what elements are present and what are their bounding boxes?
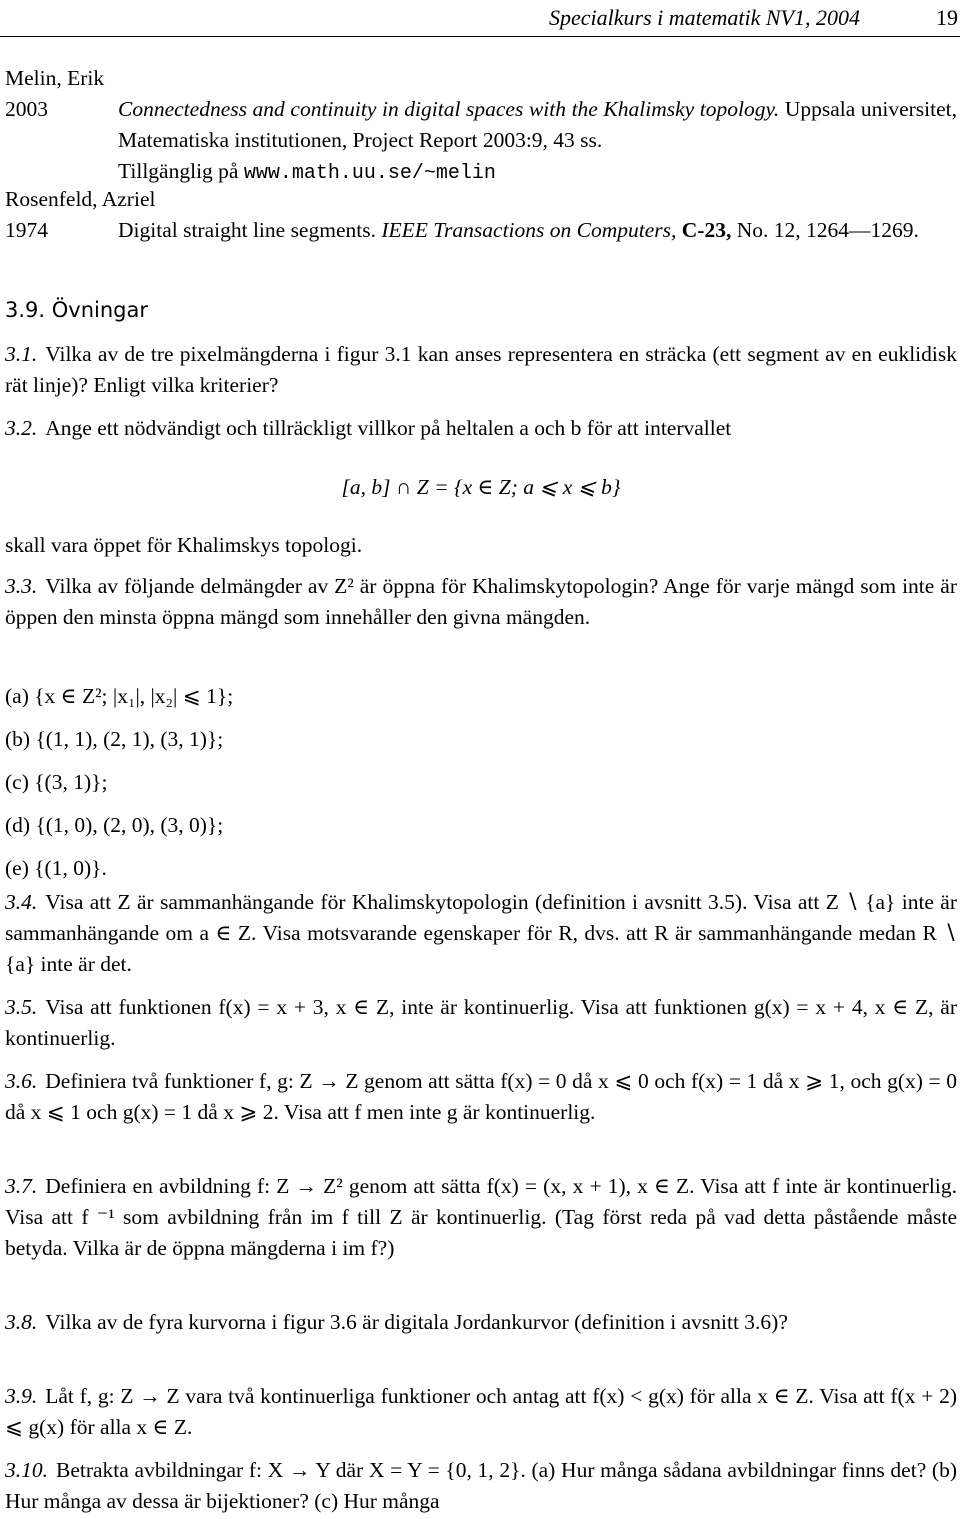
exercise-3-9 <box>5 1381 957 1443</box>
reference-journal: IEEE Transactions on Computers, <box>381 218 677 242</box>
reference-details: Uppsala universitet, Matematiska institutionen, Project Report 2003:9, 43 ss. <box>118 97 957 152</box>
list-item: (c) {(3, 1)}; <box>5 770 108 794</box>
reference-title: Digital straight line segments. <box>118 218 376 242</box>
exercise-3-2-after: skall vara öppet för Khalimskys topologi. <box>5 533 363 557</box>
exercise-text: Visa att Z är sammanhängande för Khalimskytopologin (definition i avsnitt 3.5). Visa att Z ∖ {a} inte är sammanhängande om a ∈ Z. Visa motsvarande egenskaper för R, dvs. att R är sammanhängande medan R ∖ {a} inte är det. <box>5 890 957 976</box>
exercise-number: 3.8. <box>5 1310 38 1334</box>
exercise-number: 3.7. <box>5 1174 38 1198</box>
exercise-text: Vilka av de fyra kurvorna i figur 3.6 är digitala Jordankurvor (definition i avsnitt 3.6)? <box>45 1310 788 1334</box>
exercise-text: Betrakta avbildningar f: X → Y där X = Y = {0, 1, 2}. (a) Hur många sådana avbildningar finns det? (b) Hur många av dessa är bijektioner? (c) Hur många <box>5 1458 957 1513</box>
exercise-text: Låt f, g: Z → Z vara två kontinuerliga funktioner och antag att f(x) < g(x) för alla x ∈ Z. Visa att f(x + 2) ⩽ g(x) för alla x ∈ Z. <box>5 1384 957 1439</box>
exercise-number: 3.4. <box>5 890 38 914</box>
reference-year: 1974 <box>5 218 48 242</box>
exercise-text: Definiera två funktioner f, g: Z → Z genom att sätta f(x) = 0 då x ⩽ 0 och f(x) = 1 då x ⩾ 1, och g(x) = 0 då x ⩽ 1 och g(x) = 1 då x ⩾ 2. Visa att f men inte g är kontinuerlig. <box>5 1069 957 1124</box>
exercise-3-3 <box>5 571 957 633</box>
exercise-3-6 <box>5 1066 957 1128</box>
reference-avail-prefix: Tillgänglig på <box>118 159 239 183</box>
exercise-3-3-items <box>5 675 957 890</box>
reference-title: Connectedness and continuity in digital spaces with the Khalimsky topology. <box>118 97 780 121</box>
exercise-number: 3.5. <box>5 995 38 1019</box>
display-formula: [a, b] ∩ Z = {x ∈ Z; a ⩽ x ⩽ b} <box>341 475 621 499</box>
list-item: (d) {(1, 0), (2, 0), (3, 0)}; <box>5 813 224 837</box>
reference-melin <box>5 63 957 189</box>
reference-rosenfeld <box>5 184 957 246</box>
reference-year: 2003 <box>5 97 48 121</box>
exercise-text: Vilka av de tre pixelmängderna i figur 3.1 kan anses representera en sträcka (ett segment av en euklidisk rät linje)? Enligt vilka kriterier? <box>5 342 957 397</box>
exercise-number: 3.1. <box>5 342 38 366</box>
exercise-3-1 <box>5 339 957 401</box>
exercise-number: 3.2. <box>5 416 38 440</box>
exercise-text: Visa att funktionen f(x) = x + 3, x ∈ Z, inte är kontinuerlig. Visa att funktionen g(x) = x + 4, x ∈ Z, är kontinuerlig. <box>5 995 957 1050</box>
page-number: 19 <box>936 5 958 30</box>
exercise-number: 3.10. <box>5 1458 48 1482</box>
section-heading: 3.9. Övningar <box>5 298 148 322</box>
exercise-3-10 <box>5 1455 957 1517</box>
running-title: Specialkurs i matematik NV1, 2004 <box>548 5 860 30</box>
list-item: (e) {(1, 0)}. <box>5 856 107 880</box>
exercise-number: 3.3. <box>5 574 38 598</box>
header-rule <box>0 36 960 37</box>
reference-body <box>118 215 957 246</box>
exercise-3-4 <box>5 887 957 980</box>
exercise-3-2 <box>5 413 957 444</box>
reference-body <box>118 94 957 189</box>
exercise-3-5 <box>5 992 957 1054</box>
reference-details: No. 12, 1264—1269. <box>736 218 919 242</box>
exercise-number: 3.6. <box>5 1069 38 1093</box>
page-header <box>0 0 960 36</box>
reference-volume: C-23, <box>681 218 732 242</box>
exercise-text: Ange ett nödvändigt och tillräckligt villkor på heltalen a och b för att intervallet <box>45 416 732 440</box>
reference-author: Melin, Erik <box>5 66 105 90</box>
exercise-3-7 <box>5 1171 957 1264</box>
exercise-number: 3.9. <box>5 1384 38 1408</box>
list-item: (b) {(1, 1), (2, 1), (3, 1)}; <box>5 727 224 751</box>
exercise-text: Vilka av följande delmängder av Z² är öppna för Khalimskytopologin? Ange för varje mängd som inte är öppen den minsta öppna mängd som innehåller den givna mängden. <box>5 574 957 629</box>
reference-author: Rosenfeld, Azriel <box>5 187 156 211</box>
exercise-3-8 <box>5 1307 957 1338</box>
exercise-text: Definiera en avbildning f: Z → Z² genom att sätta f(x) = (x, x + 1), x ∈ Z. Visa att f inte är kontinuerlig. Visa att f ⁻¹ som avbildning från im f till Z är kontinuerlig. (Tag först reda på vad detta påstående måste betyda. Vilka är de öppna mängderna i im f?) <box>5 1174 957 1260</box>
reference-url: www.math.uu.se/~melin <box>243 162 496 185</box>
list-item: (a) {x ∈ Z²; |x₁|, |x₂| ⩽ 1}; <box>5 684 234 708</box>
